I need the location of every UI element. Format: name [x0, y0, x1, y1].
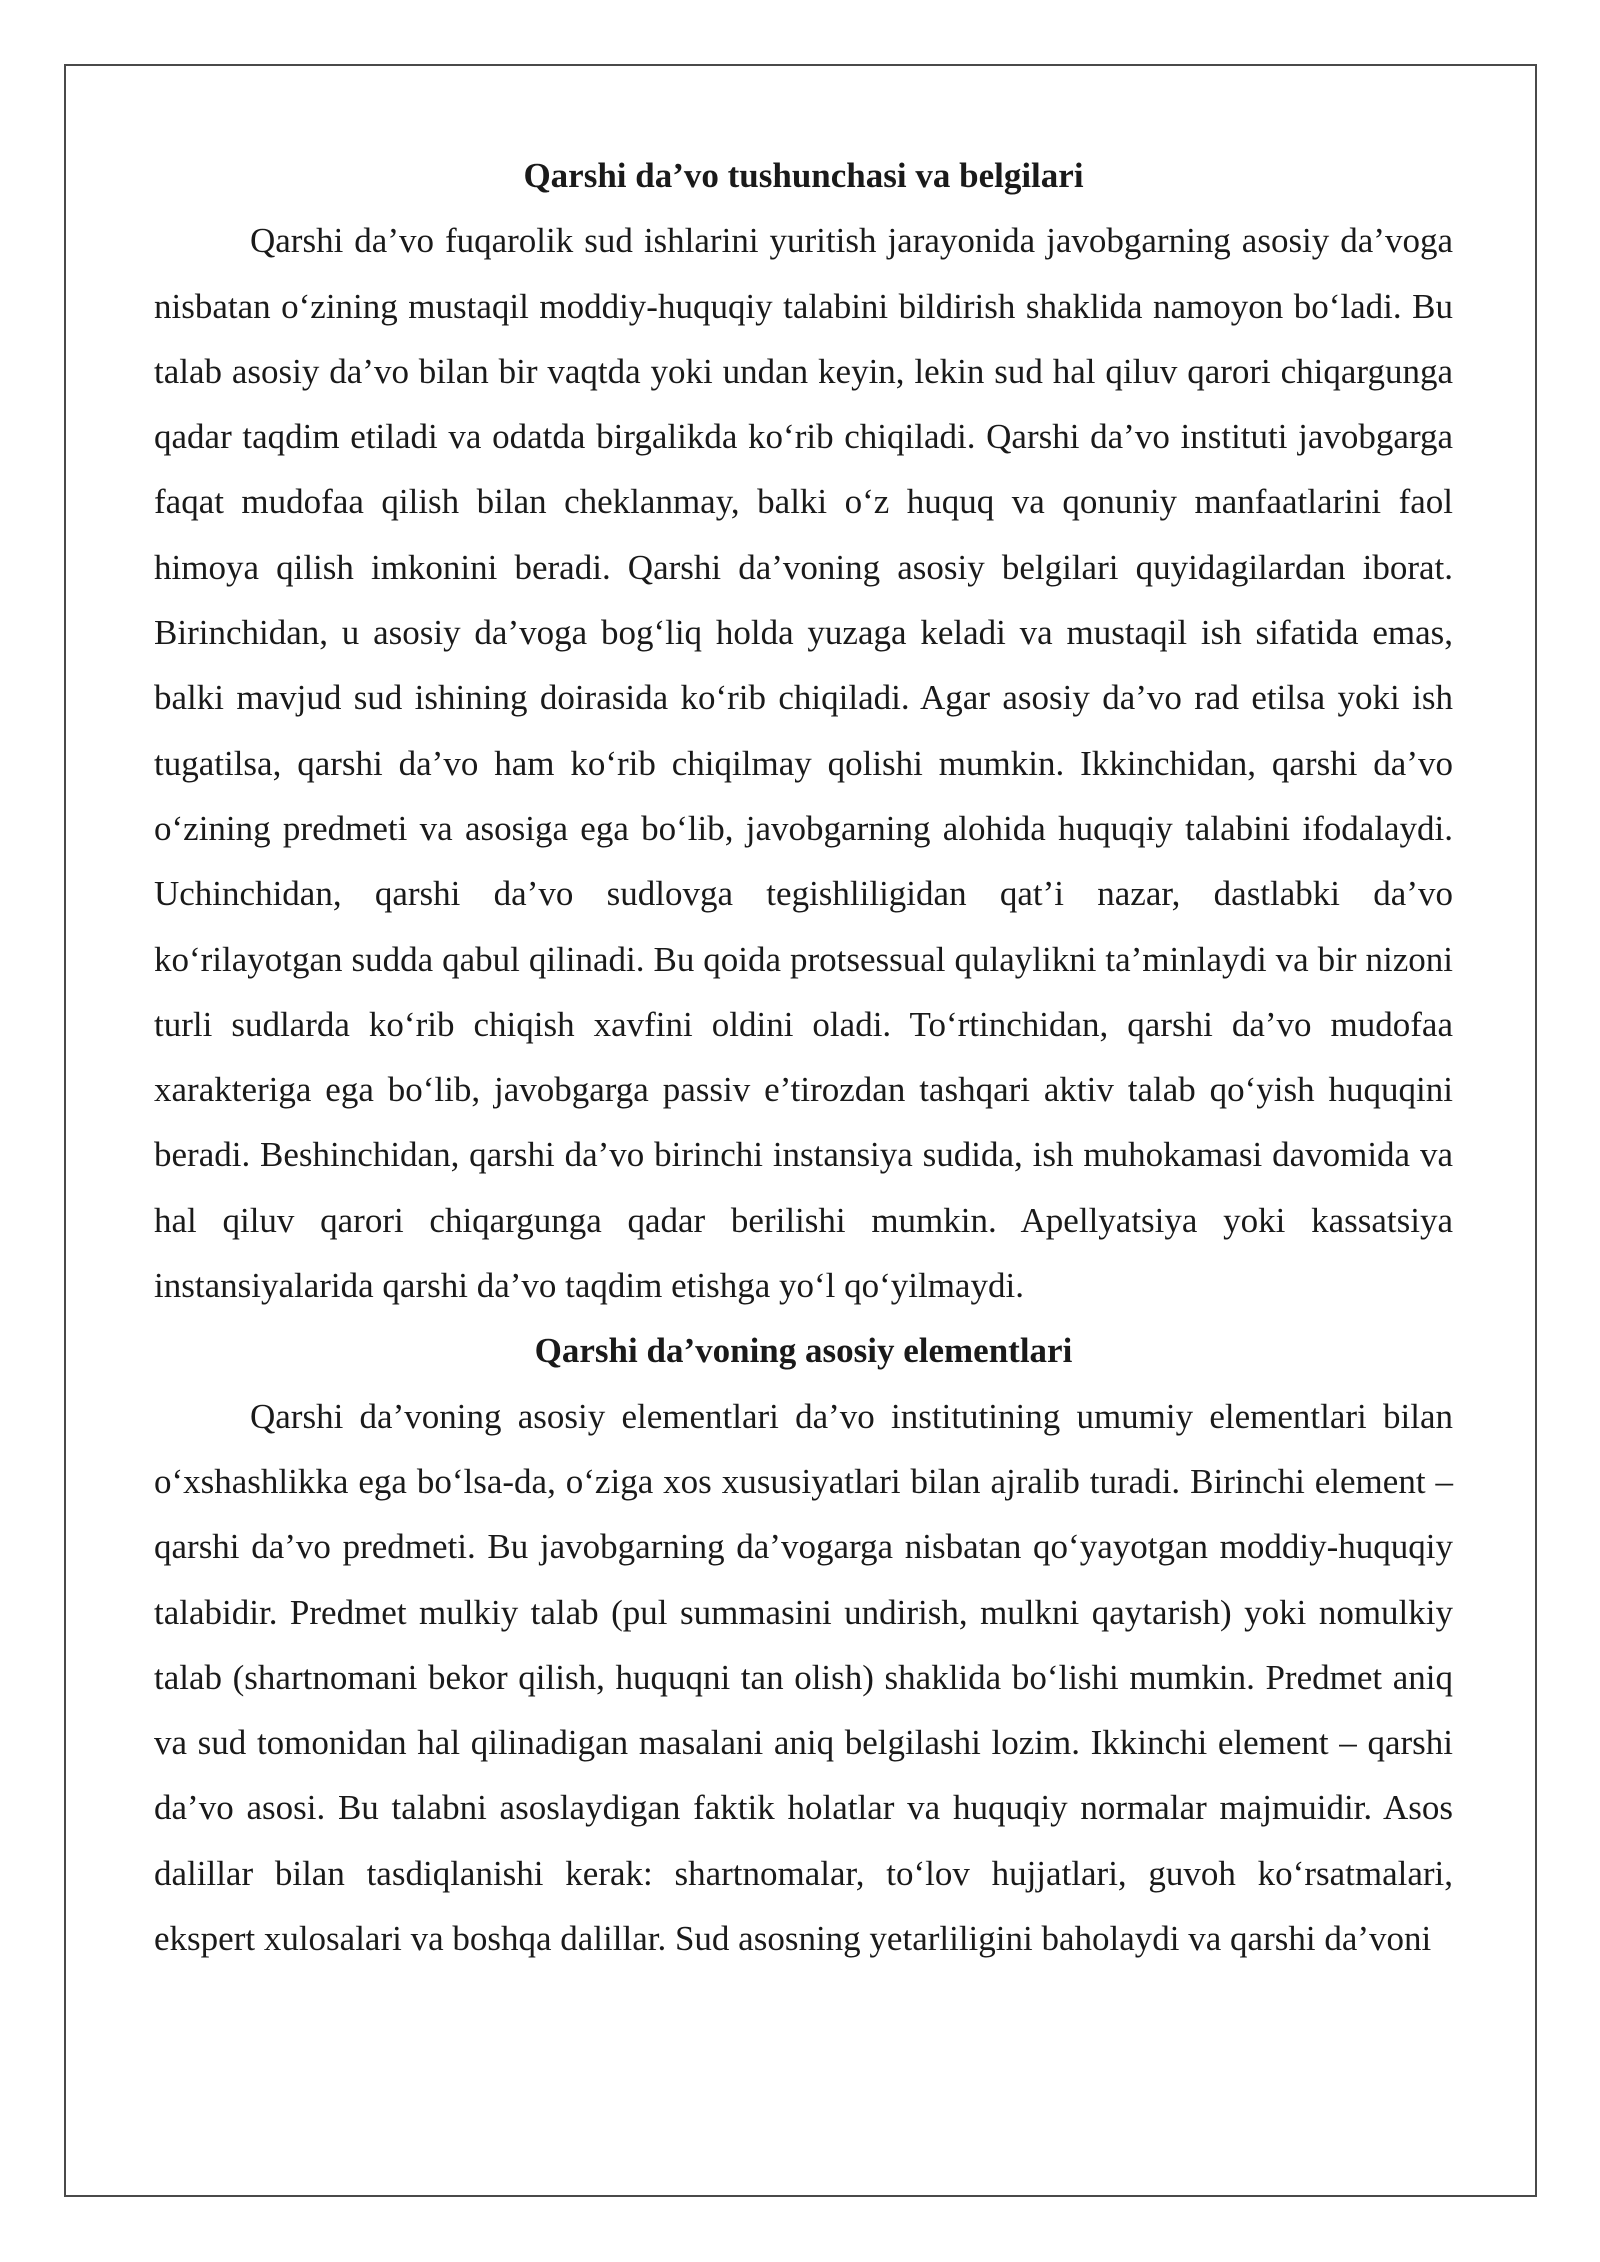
document-body — [154, 143, 1453, 1971]
section-paragraph-elements: Qarshi da’voning asosiy elementlari da’vo institutining umumiy elementlari bilan o‘xshashlikka ega bo‘lsa-da, o‘ziga xos xususiyatlari bilan ajralib turadi. Birinchi element – qarshi da’vo predmeti. Bu javobgarning da’vogarga nisbatan qo‘yayotgan moddiy-huquqiy talabidir. Predmet mulkiy talab (pul summasini undirish, mulkni qaytarish) yoki nomulkiy talab (shartnomani bekor qilish, huquqni tan olish) shaklida bo‘lishi mumkin. Predmet aniq va sud tomonidan hal qilinadigan masalani aniq belgilashi lozim. Ikkinchi element – qarshi da’vo asosi. Bu talabni asoslaydigan faktik holatlar va huquqiy normalar majmuidir. Asos dalillar bilan tasdiqlanishi kerak: shartnomalar, to‘lov hujjatlari, guvoh ko‘rsatmalari, ekspert xulosalari va boshqa dalillar. Sud asosning yetarliligini baholaydi va qarshi da’voni — [154, 1396, 1453, 1959]
section-paragraph-concept: Qarshi da’vo fuqarolik sud ishlarini yuritish jarayonida javobgarning asosiy da’voga nisbatan o‘zining mustaqil moddiy-huquqiy talabini bildirish shaklida namoyon bo‘ladi. Bu talab asosiy da’vo bilan bir vaqtda yoki undan keyin, lekin sud hal qiluv qarori chiqargunga qadar taqdim etiladi va odatda birgalikda ko‘rib chiqiladi. Qarshi da’vo instituti javobgarga faqat mudofaa qilish bilan cheklanmay, balki o‘z huquq va qonuniy manfaatlarini faol himoya qilish imkonini beradi. Qarshi da’voning asosiy belgilari quyidagilardan iborat. Birinchidan, u asosiy da’voga bog‘liq holda yuzaga keladi va mustaqil ish sifatida emas, balki mavjud sud ishining doirasida ko‘rib chiqiladi. Agar asosiy da’vo rad etilsa yoki ish tugatilsa, qarshi da’vo ham ko‘rib chiqilmay qolishi mumkin. Ikkinchidan, qarshi da’vo o‘zining predmeti va asosiga ega bo‘lib, javobgarning alohida huquqiy talabini ifodalaydi. Uchinchidan, qarshi da’vo sudlovga tegishliligidan qat’i nazar, dastlabki da’vo ko‘rilayotgan sudda qabul qilinadi. Bu qoida protsessual qulaylikni ta’minlaydi va bir nizoni turli sudlarda ko‘rib chiqish xavfini oldini oladi. To‘rtinchidan, qarshi da’vo mudofaa xarakteriga ega bo‘lib, javobgarga passiv e’tirozdan tashqari aktiv talab qo‘yish huquqini beradi. Beshinchidan, qarshi da’vo birinchi instansiya sudida, ish muhokamasi davomida va hal qiluv qarori chiqargunga qadar berilishi mumkin. Apellyatsiya yoki kassatsiya instansiyalarida qarshi da’vo taqdim etishga yo‘l qo‘yilmaydi. — [154, 221, 1453, 1306]
section-heading-elements: Qarshi da’voning asosiy elementlari — [534, 1331, 1073, 1371]
section-heading-concept: Qarshi da’vo tushunchasi va belgilari — [523, 156, 1084, 195]
